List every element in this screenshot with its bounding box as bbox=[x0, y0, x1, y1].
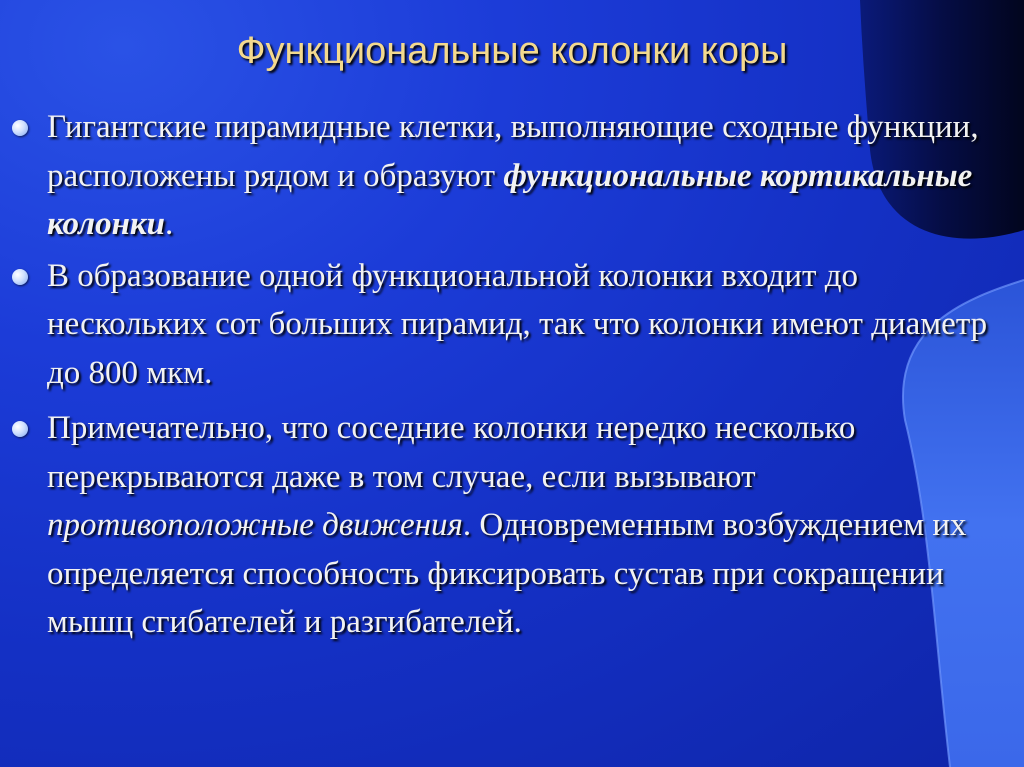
bullet-item bbox=[0, 252, 1010, 398]
bullet-text: Примечательно, что соседние колонки нередко несколько перекрываются даже в том случае, если вызывают bbox=[47, 410, 856, 495]
bullet-text-end: . Одновременным возбуждением их определяется способность фиксировать сустав при сокращении мышц сгибателей и разгибателей. bbox=[47, 507, 967, 640]
bullet-list bbox=[0, 103, 1010, 647]
bullet-text: Гигантские пирамидные клетки, выполняющие сходные функции, расположены рядом и образуют bbox=[47, 109, 979, 194]
bullet-dot-icon bbox=[12, 421, 28, 437]
bullet-emphasis: противоположные движения bbox=[47, 507, 463, 543]
bullet-item bbox=[0, 404, 1010, 647]
bullet-dot-icon bbox=[12, 269, 28, 285]
bullet-emphasis: функциональные кортикальные колонки bbox=[47, 157, 973, 242]
slide-title: Функциональные колонки коры bbox=[236, 30, 788, 72]
bullet-text-end: . bbox=[164, 206, 174, 242]
bullet-dot-icon bbox=[12, 120, 28, 136]
bullet-item bbox=[0, 103, 1010, 249]
bullet-text: В образование одной функциональной колонки входит до нескольких сот больших пирамид, так что колонки имеют диаметр до 800 мкм. bbox=[47, 257, 988, 391]
